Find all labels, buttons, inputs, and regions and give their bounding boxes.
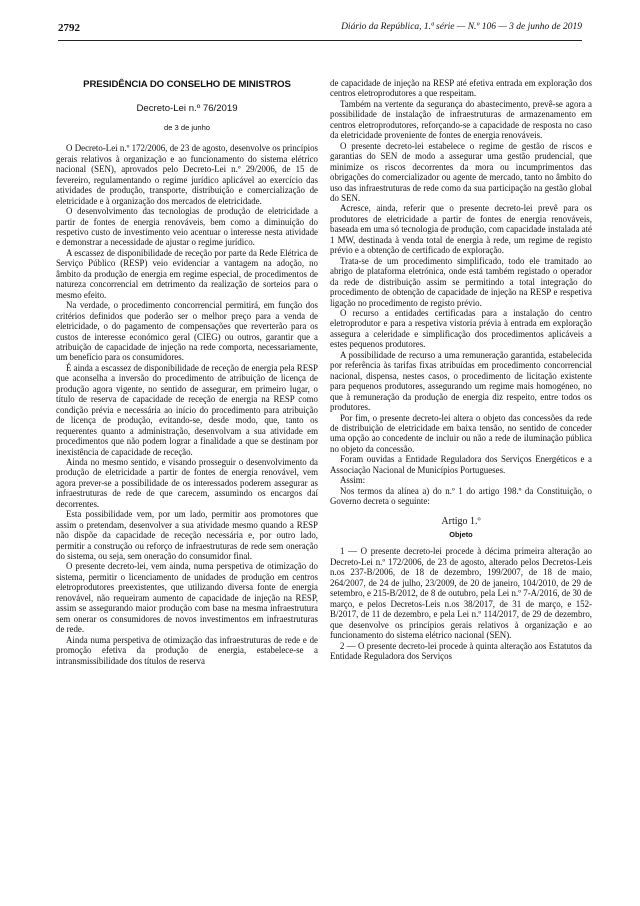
paragraph: Na verdade, o procedimento concorrencial permitirá, em função dos critérios definidos que poderão ser o melhor preço para a venda de eletricidade, o do pagamento de compensações que reverterão para os custos de interesse económico geral (CIEG) ou outros, garantir que a atribuição de capacidade de injeção na rede comporta, necessariamente, um benefício para os consumidores.	[56, 300, 318, 363]
paragraph: 2 — O presente decreto-lei procede à quinta alteração aos Estatutos da Entidade Reguladora dos Serviços	[330, 640, 592, 662]
paragraph: Nos termos da alínea a) do n.º 1 do artigo 198.º da Constituição, o Governo decreta o seguinte:	[330, 485, 592, 507]
paragraph: O Decreto-Lei n.º 172/2006, de 23 de agosto, desenvolve os princípios gerais relativos à organização e ao funcionamento do sistema elétrico nacional (SEN), aprovados pelo Decreto-Lei n.º 29/2006, de 15 de fevereiro, regulamentando o regime jurídico aplicável ao exercício das atividades de produção, transporte, distribuição e comercialização de eletricidade e à organização dos mercados de eletricidade.	[56, 143, 318, 206]
paragraph: O presente decreto-lei estabelece o regime de gestão de riscos e garantias do SEN de modo a assegurar uma gestão prudencial, que minimize os riscos decorrentes da mora ou incumprimentos das obrigações do comercializador ou agente de mercado, tanto no âmbito do uso das infraestruturas de rede como da sua participação na gestão global do SEN.	[330, 140, 592, 203]
paragraph: Foram ouvidas a Entidade Reguladora dos Serviços Energéticos e a Associação Nacional de Municípios Portugueses.	[330, 454, 592, 475]
paragraph: Também na vertente da segurança do abastecimento, prevê-se agora a possibilidade de instalação de infraestruturas de armazenamento em centros eletroprodutores, reforçando-se a capacidade de resposta no caso da eletricidade proveniente de fontes de energia renováveis.	[330, 98, 592, 141]
right-column	[330, 78, 592, 661]
paragraph: O presente decreto-lei, vem ainda, numa perspetiva de otimização do sistema, permitir o licenciamento de unidades de produção em centros eletroprodutores preexistentes, que utilizando diversa fonte de energia renovável, não requeiram aumento de capacidade de injeção na RESP, assim se assegurando maior produção com base na mesma infraestrutura sem onerar os consumidores de novos investimentos em infraestruturas de rede.	[56, 561, 318, 635]
decree-title: Decreto-Lei n.º 76/2019	[136, 103, 238, 115]
paragraph: A possibilidade de recurso a uma remuneração garantida, estabelecida por referência às tarifas fixas atribuídas em procedimento concorrencial nacional, dispensa, nestes casos, o procedimento de licitação existente para pequenos produtores, assegurando um regime mais homogéneo, no que à remuneração da produção de energia diz respeito, entre todos os produtores.	[330, 349, 592, 413]
paragraph: O desenvolvimento das tecnologias de produção de eletricidade a partir de fontes de energia renováveis, bem como a diminuição do respetivo custo de investimento veio acentuar o interesse nesta atividade e demonstrar a necessidade de ajustar o regime jurídico.	[56, 206, 318, 248]
paragraph: Acresce, ainda, referir que o presente decreto-lei prevê para os produtores de eletricidade a partir de fontes de energia renováveis, baseada em uma só tecnologia de produção, com capacidade instalada até 1 MW, destinada à venda total de energia à rede, um regime de registo prévio e a obtenção de certificado de exploração.	[330, 203, 592, 256]
page-header	[58, 22, 582, 36]
paragraph: Esta possibilidade vem, por um lado, permitir aos promotores que assim o pretendam, desenvolver a sua atividade mesmo quando a RESP não dispõe da capacidade de receção necessária e, por outro lado, permitir a construção ou reforço de infraestruturas de rede sem oneração do sistema, ou seja, sem oneração do consumidor final.	[56, 509, 318, 562]
paragraph: É ainda a escassez de disponibilidade de receção de energia pela RESP que aconselha a inversão do procedimento de atribuição de licença de produção agora vigente, no sentido de assegurar, em primeiro lugar, o título de reserva de capacidade de receção de energia na RESP como condição prévia e necessária ao início do procedimento para atribuição de licença de produção, evitando-se, desde modo, que, tanto os requerentes quanto a administração, desenvolvam a sua atividade em procedimentos que não podem lograr a finalidade a que se destinam por inexistência de capacidade de receção.	[56, 362, 318, 457]
page-number: 2792	[58, 22, 80, 34]
left-column	[56, 76, 318, 666]
article-title: Artigo 1.º	[441, 515, 481, 527]
paragraph: Ainda no mesmo sentido, e visando prosseguir o desenvolvimento da produção de eletricidade a partir de fontes de energia renovável, vem agora prever-se a possibilidade de os interessados poderem assegurar as infraestruturas de rede de que carecem, assumindo os encargos daí decorrentes.	[56, 456, 318, 509]
paragraph: Assim:	[340, 475, 366, 486]
article-subtitle: Objeto	[449, 530, 473, 540]
paragraph: Por fim, o presente decreto-lei altera o objeto das concessões da rede de distribuição de eletricidade em baixa tensão, no sentido de conceder uma opção ao concedente de incluir ou não a rede de iluminação pública no objeto da concessão.	[330, 412, 592, 454]
paragraph: O recurso a entidades certificadas para a instalação do centro eletroprodutor e para a respetiva vistoria prévia à entrada em exploração assegura a celeridade e simplificação dos procedimentos aplicáveis a estes pequenos produtores.	[330, 307, 592, 350]
paragraph: 1 — O presente decreto-lei procede à décima primeira alteração ao Decreto-Lei n.º 172/2006, de 23 de agosto, alterado pelos Decretos-Leis n.os 237-B/2006, de 18 de dezembro, 199/2007, de 18 de maio, 264/2007, de 24 de julho, 23/2009, de 20 de janeiro, 104/2010, de 29 de setembro, e 215-B/2012, de 8 de outubro, pela Lei n.º 7-A/2016, de 30 de março, e pelos Decretos-Leis n.os 38/2017, de 31 de março, e 152-B/2017, de 11 de dezembro, e pela Lei n.º 114/2017, de 29 de dezembro, que desenvolve os princípios gerais relativos à organização e ao funcionamento do sistema elétrico nacional (SEN).	[330, 546, 592, 641]
header-rule	[58, 40, 582, 41]
section-title: PRESIDÊNCIA DO CONSELHO DE MINISTROS	[83, 79, 291, 90]
journal-title: Diário da República, 1.ª série — N.º 106 — 3 de junho de 2019	[341, 22, 582, 32]
paragraph: de capacidade de injeção na RESP até efetiva entrada em exploração dos centros eletroprodutores a que respeitam.	[330, 78, 592, 99]
decree-date: de 3 de junho	[163, 122, 211, 132]
paragraph: Trata-se de um procedimento simplificado, todo ele tramitado ao abrigo de plataforma eletrónica, onde está também registado o operador da rede de distribuição assim se permitindo a total integração do procedimento de obtenção de capacidade de injeção na RESP e respetiva ligação no procedimento de registo prévio.	[330, 255, 592, 308]
paragraph: Ainda numa perspetiva de otimização das infraestruturas de rede e de promoção efetiva da produção de energia, estabelece-se a intransmissibilidade dos títulos de reserva	[56, 634, 318, 666]
paragraph: A escassez de disponibilidade de receção por parte da Rede Elétrica de Serviço Público (RESP) veio evidenciar a vantagem na adoção, no âmbito da produção de energia em regime especial, de procedimentos de natureza concorrencial em detrimento da realização de sorteios para o mesmo efeito.	[56, 247, 318, 300]
